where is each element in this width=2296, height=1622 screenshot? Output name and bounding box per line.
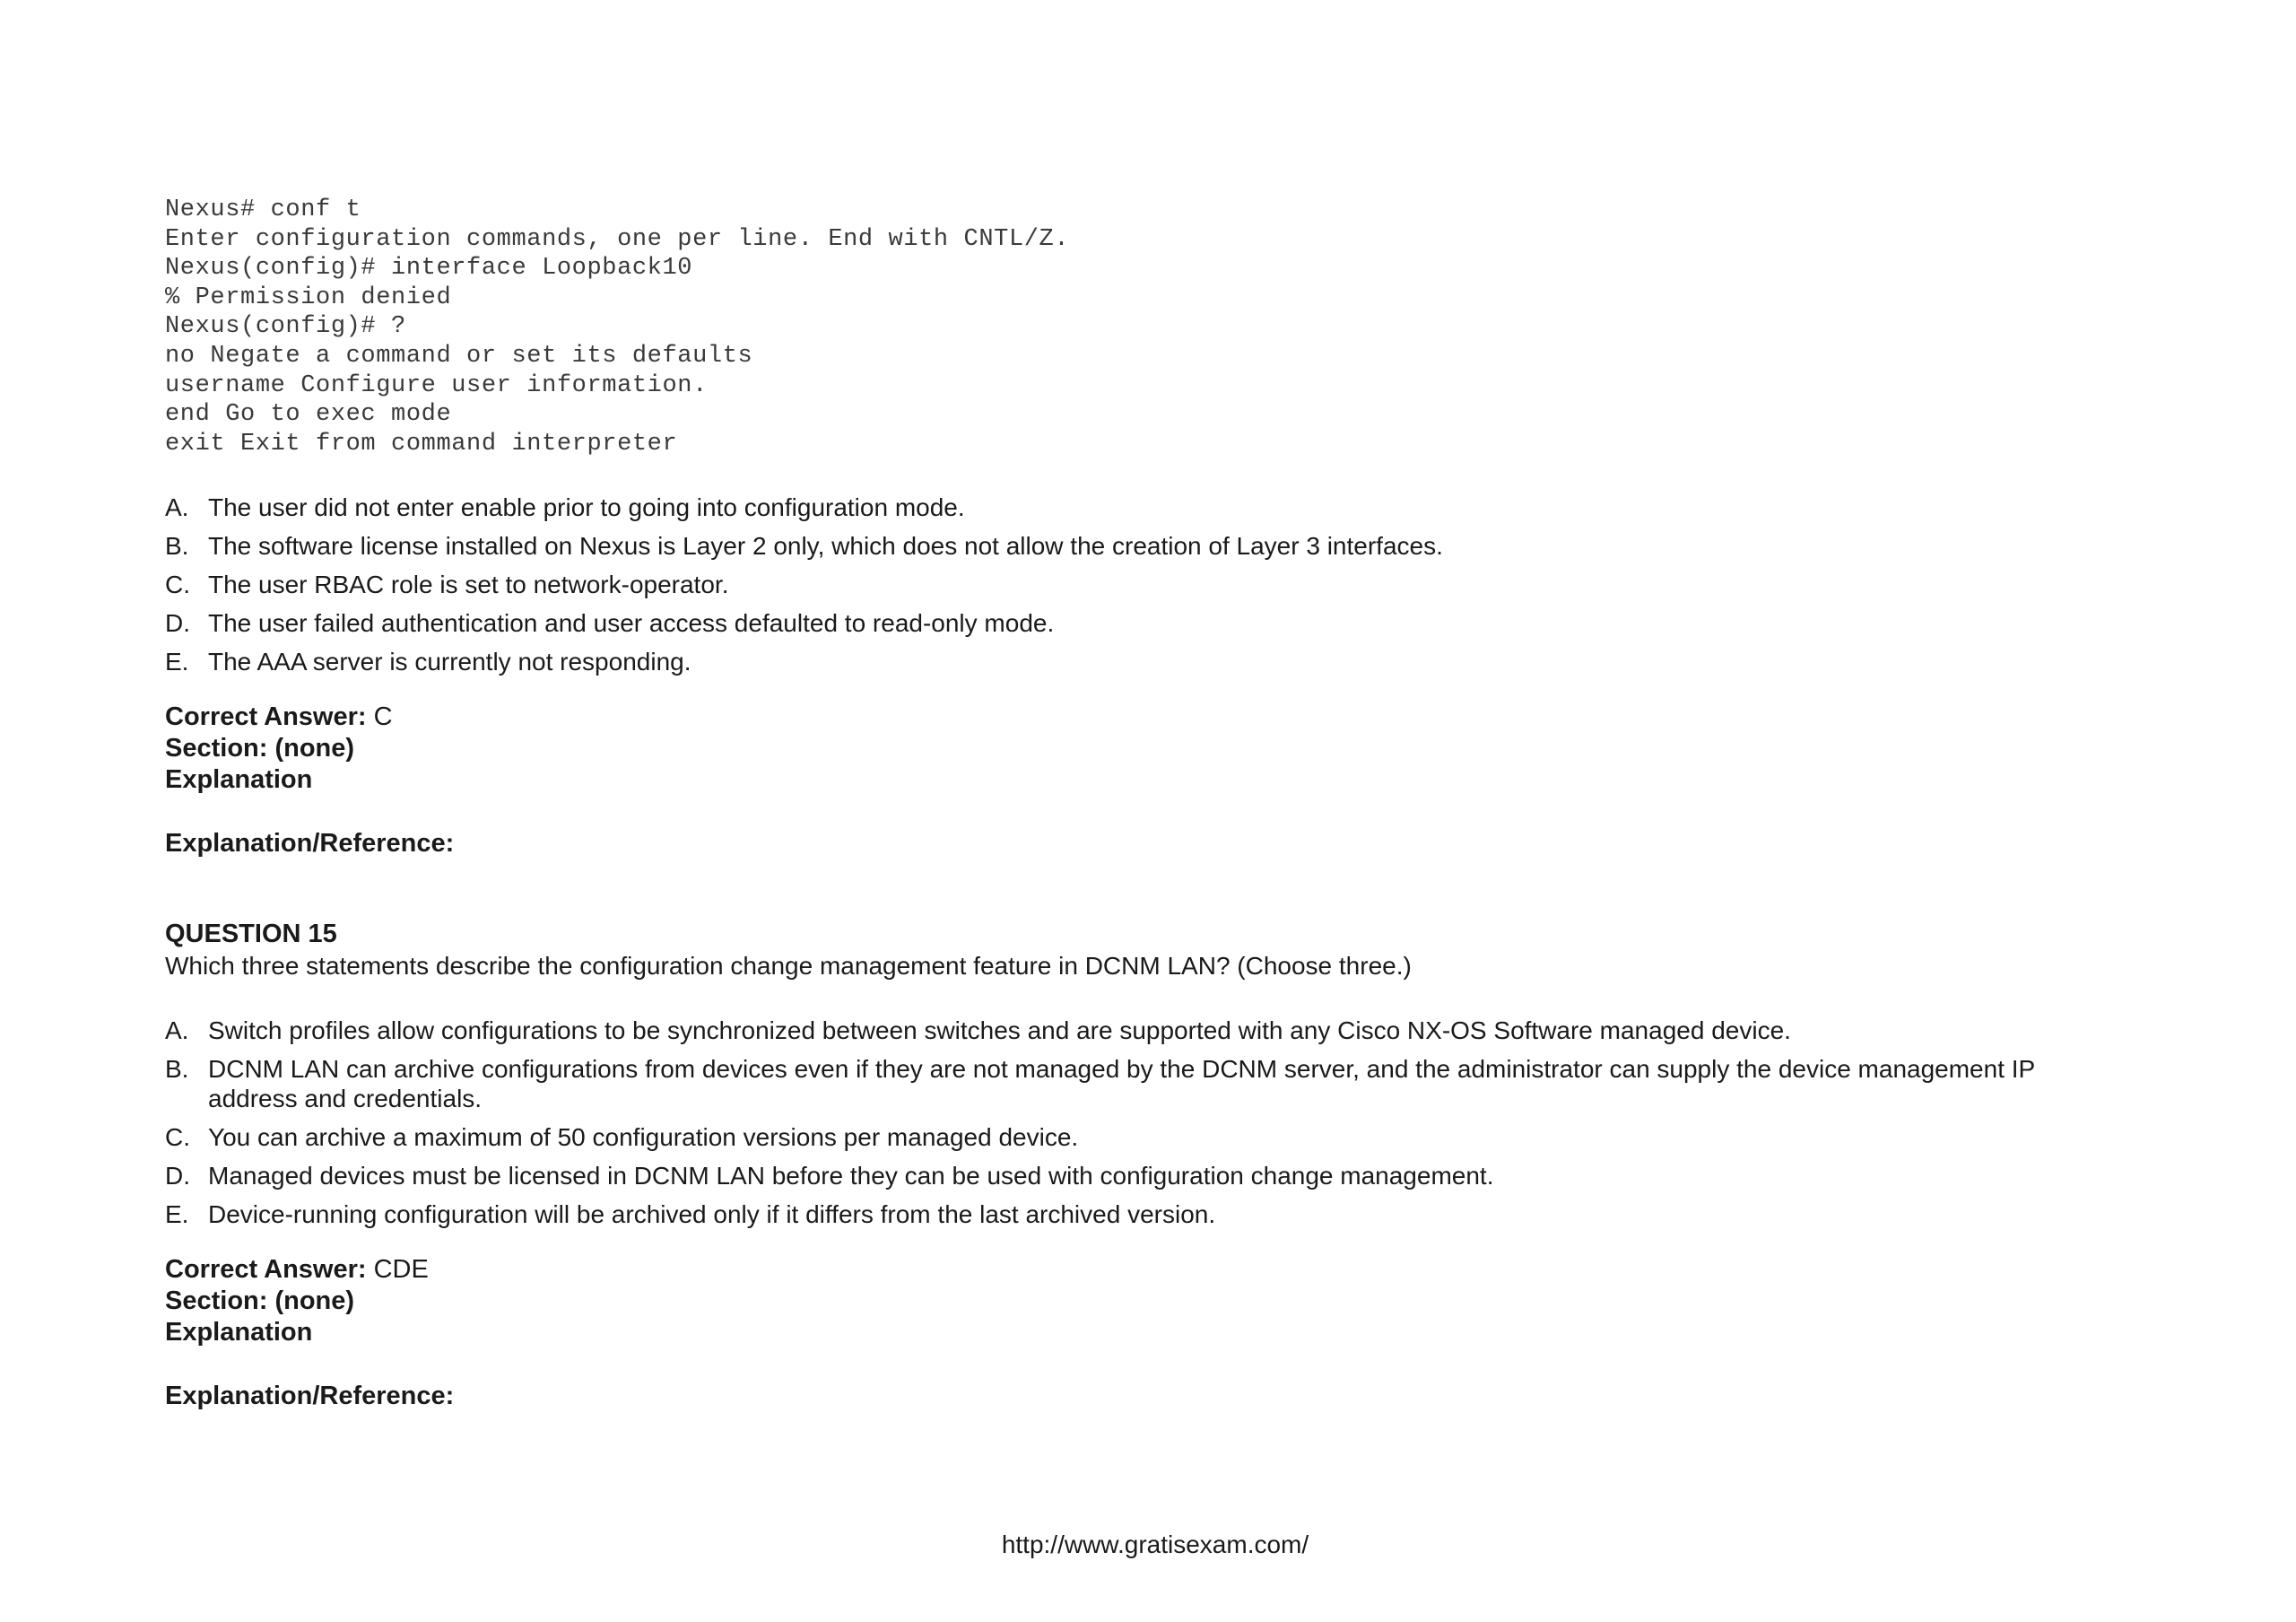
cli-line: Nexus(config)# interface Loopback10 [165,255,693,283]
cli-line: % Permission denied [165,283,452,311]
option-text: Managed devices must be licensed in DCNM LAN before they can be used with configuration change management. [208,1162,1494,1190]
correct-answer [165,1254,2048,1286]
option-item [165,570,2048,599]
option-text: The user did not enter enable prior to going into configuration mode. [208,493,965,522]
cli-output [165,196,2048,458]
option-letter: A. [165,493,189,522]
explanation-label: Explanation [165,1318,313,1347]
correct-answer-value: CDE [366,1255,429,1285]
cli-line: exit Exit from command interpreter [165,430,678,458]
option-letter: A. [165,1016,189,1045]
question-heading: QUESTION 15 [165,920,337,949]
q15-answer-block [165,1254,2048,1348]
q14-options [165,493,2048,676]
option-text: The user failed authentication and user access defaulted to read-only mode. [208,609,1055,638]
cli-line: Nexus(config)# ? [165,313,406,341]
option-item [165,1122,2048,1152]
correct-answer-label: Correct Answer: [165,1255,367,1285]
option-item [165,493,2048,522]
option-letter: E. [165,648,189,676]
q15-options [165,1016,2048,1229]
option-text: The user RBAC role is set to network-operator. [208,571,729,599]
explanation-reference: Explanation/Reference: [165,1382,455,1411]
cli-line: Enter configuration commands, one per line. End with CNTL/Z. [165,225,1070,253]
correct-answer [165,702,2048,733]
section-label: Section: (none) [165,1286,355,1316]
cli-line: end Go to exec mode [165,401,452,429]
option-item [165,1161,2048,1190]
q14-answer-block [165,702,2048,796]
option-text: The software license installed on Nexus is Layer 2 only, which does not allow the creation of Layer 3 interfaces. [208,532,1443,561]
footer-url-link[interactable]: http://www.gratisexam.com/ [1001,1530,1309,1558]
option-letter: D. [165,609,190,638]
option-letter: C. [165,1123,190,1152]
option-text: DCNM LAN can archive configurations from devices even if they are not managed by the DCNM server, and the administrator can supply the device management IP address and credentials. [208,1055,2035,1113]
page-footer [0,1530,2296,1559]
page-content [165,196,2048,1412]
cli-line: Nexus# conf t [165,196,361,223]
section-label: Section: (none) [165,734,355,763]
option-item [165,1016,2048,1045]
option-letter: D. [165,1162,190,1190]
option-item [165,531,2048,561]
question-text: Which three statements describe the configuration change management feature in DCNM LAN? (Choose three.) [165,952,1412,981]
option-text: Device-running configuration will be archived only if it differs from the last archived version. [208,1200,1216,1229]
cli-line: username Configure user information. [165,371,708,399]
option-letter: B. [165,1055,189,1084]
explanation-reference: Explanation/Reference: [165,829,455,859]
option-text: The AAA server is currently not responding. [208,648,691,676]
option-text: Switch profiles allow configurations to be synchronized between switches and are supported with any Cisco NX-OS Software managed device. [208,1016,1791,1045]
option-letter: C. [165,571,190,599]
option-item [165,647,2048,676]
option-letter: E. [165,1200,189,1229]
cli-line: no Negate a command or set its defaults [165,342,753,370]
option-item [165,608,2048,638]
option-letter: B. [165,532,189,561]
correct-answer-value: C [366,702,393,732]
option-text: You can archive a maximum of 50 configuration versions per managed device. [208,1123,1079,1152]
explanation-label: Explanation [165,765,313,795]
correct-answer-label: Correct Answer: [165,702,367,732]
option-item [165,1054,2048,1113]
option-item [165,1199,2048,1229]
